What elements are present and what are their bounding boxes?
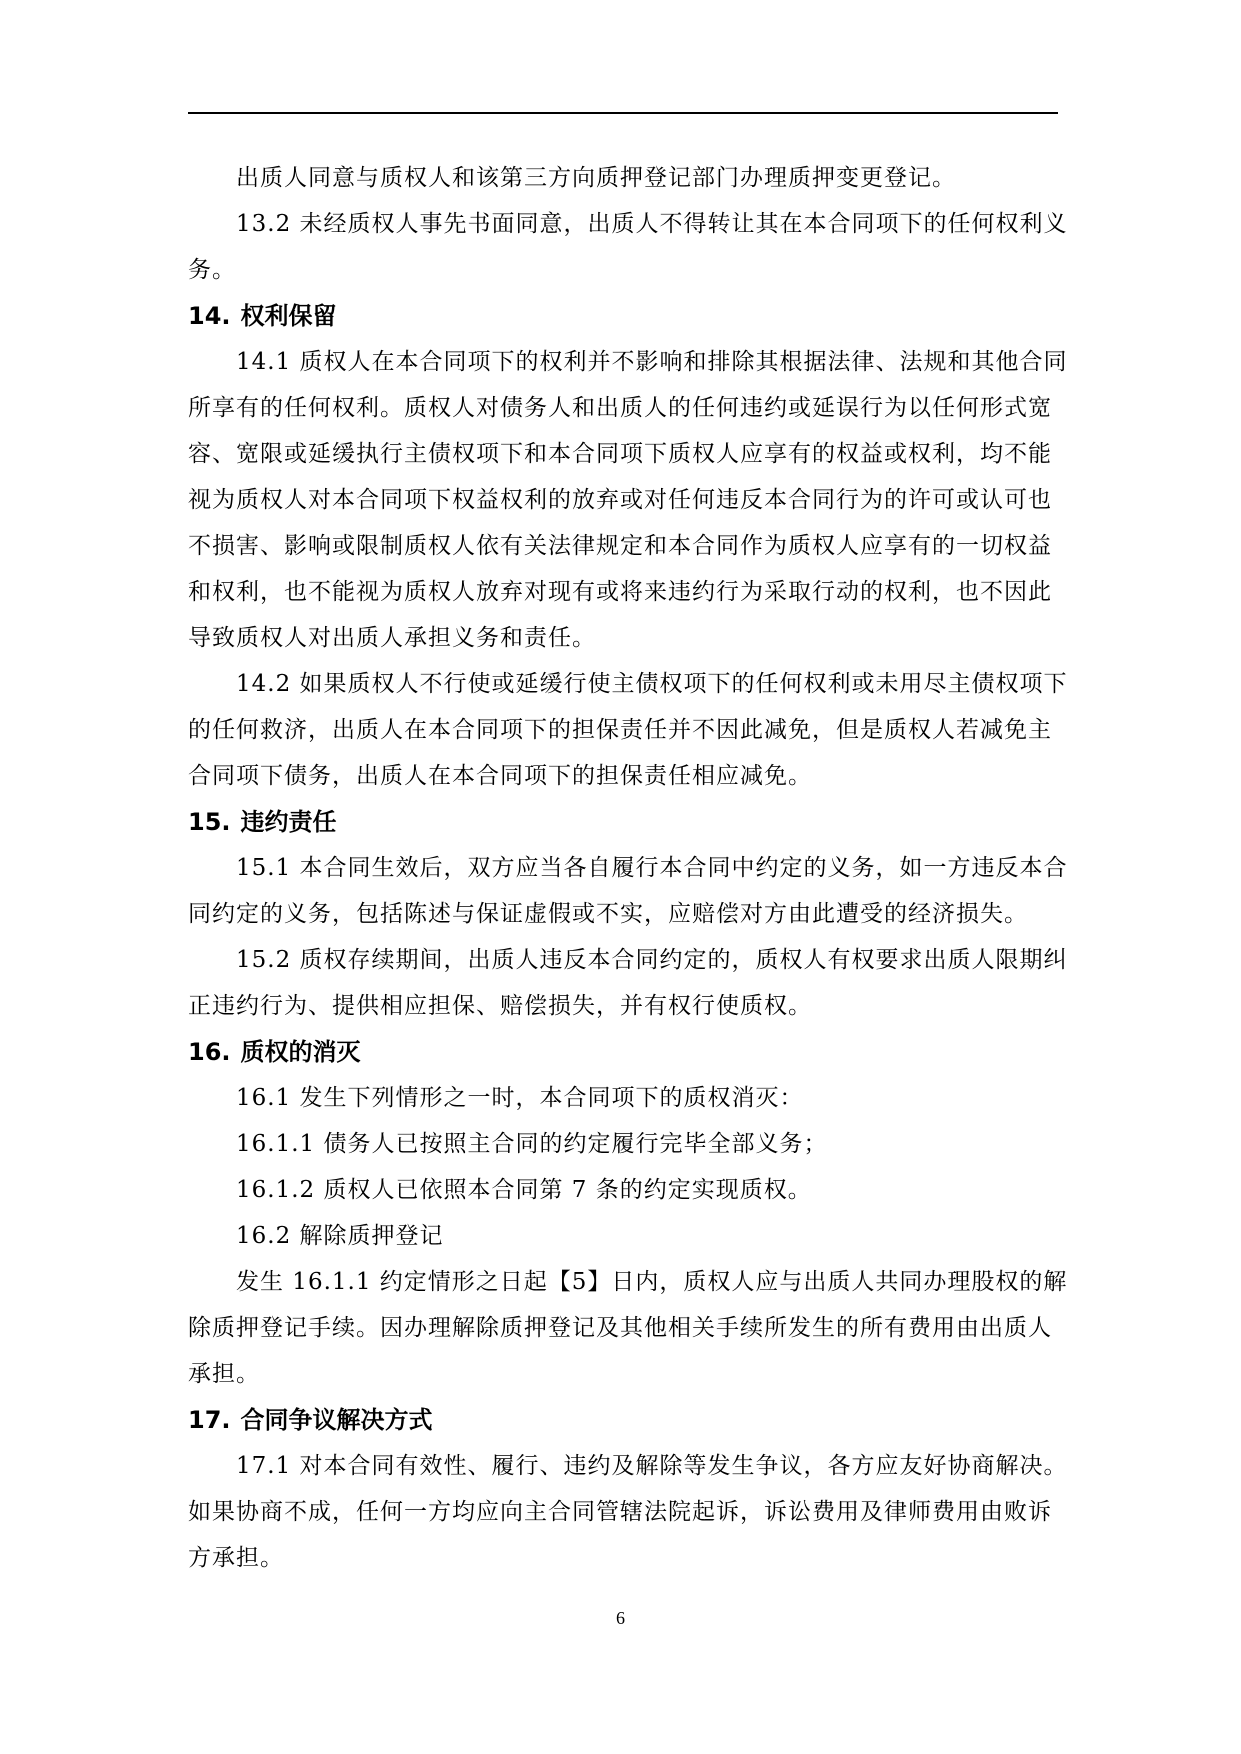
section-title: 质权的消灭 [240, 1038, 361, 1066]
section-title: 合同争议解决方式 [240, 1406, 433, 1434]
page-number: 6 [616, 1608, 625, 1628]
document-body [188, 155, 1068, 1581]
paragraph: 16.1.1 债务人已按照主合同的约定履行完毕全部义务； [236, 1131, 828, 1157]
section-heading [188, 1029, 1068, 1075]
section-heading [188, 799, 1068, 845]
paragraph: 14.1 质权人在本合同项下的权利并不影响和排除其根据法律、法规和其他合同所享有的任何权利。质权人对债务人和出质人的任何违约或延误行为以任何形式宽容、宽限或延缓执行主债权项下和本合同项下质权人应享有的权益或权利，均不能视为质权人对本合同项下权益权利的放弃或对任何违反本合同行为的许可或认可也不损害、影响或限制质权人依有关法律规定和本合同作为质权人应享有的一切权益和权利，也不能视为质权人放弃对现有或将来违约行为采取行动的权利，也不因此导致质权人对出质人承担义务和责任。 [188, 349, 1068, 651]
paragraph: 15.1 本合同生效后，双方应当各自履行本合同中约定的义务，如一方违反本合同约定的义务，包括陈述与保证虚假或不实，应赔偿对方由此遭受的经济损失。 [188, 855, 1068, 927]
section-number: 14. [188, 302, 231, 330]
section-heading [188, 1397, 1068, 1443]
paragraph: 15.2 质权存续期间，出质人违反本合同约定的，质权人有权要求出质人限期纠正违约行为、提供相应担保、赔偿损失，并有权行使质权。 [188, 947, 1068, 1019]
paragraph: 14.2 如果质权人不行使或延缓行使主债权项下的任何权利或未用尽主债权项下的任何救济，出质人在本合同项下的担保责任并不因此减免，但是质权人若减免主合同项下债务，出质人在本合同项下的担保责任相应减免。 [188, 671, 1068, 789]
paragraph: 16.1.2 质权人已依照本合同第 7 条的约定实现质权。 [236, 1177, 812, 1203]
section-title: 违约责任 [240, 808, 337, 836]
section-number: 15. [188, 808, 231, 836]
section-number: 17. [188, 1406, 231, 1434]
section-number: 16. [188, 1038, 231, 1066]
paragraph: 16.2 解除质押登记 [236, 1223, 444, 1249]
paragraph: 出质人同意与质权人和该第三方向质押登记部门办理质押变更登记。 [236, 165, 956, 191]
section-title: 权利保留 [240, 302, 337, 330]
paragraph: 17.1 对本合同有效性、履行、违约及解除等发生争议，各方应友好协商解决。如果协商不成，任何一方均应向主合同管辖法院起诉，诉讼费用及律师费用由败诉方承担。 [188, 1453, 1068, 1571]
paragraph: 13.2 未经质权人事先书面同意，出质人不得转让其在本合同项下的任何权利义务。 [188, 211, 1068, 283]
header-rule [188, 112, 1058, 114]
paragraph: 发生 16.1.1 约定情形之日起【5】日内，质权人应与出质人共同办理股权的解除质押登记手续。因办理解除质押登记及其他相关手续所发生的所有费用由出质人承担。 [188, 1269, 1068, 1387]
section-heading [188, 293, 1068, 339]
paragraph: 16.1 发生下列情形之一时，本合同项下的质权消灭： [236, 1085, 804, 1111]
